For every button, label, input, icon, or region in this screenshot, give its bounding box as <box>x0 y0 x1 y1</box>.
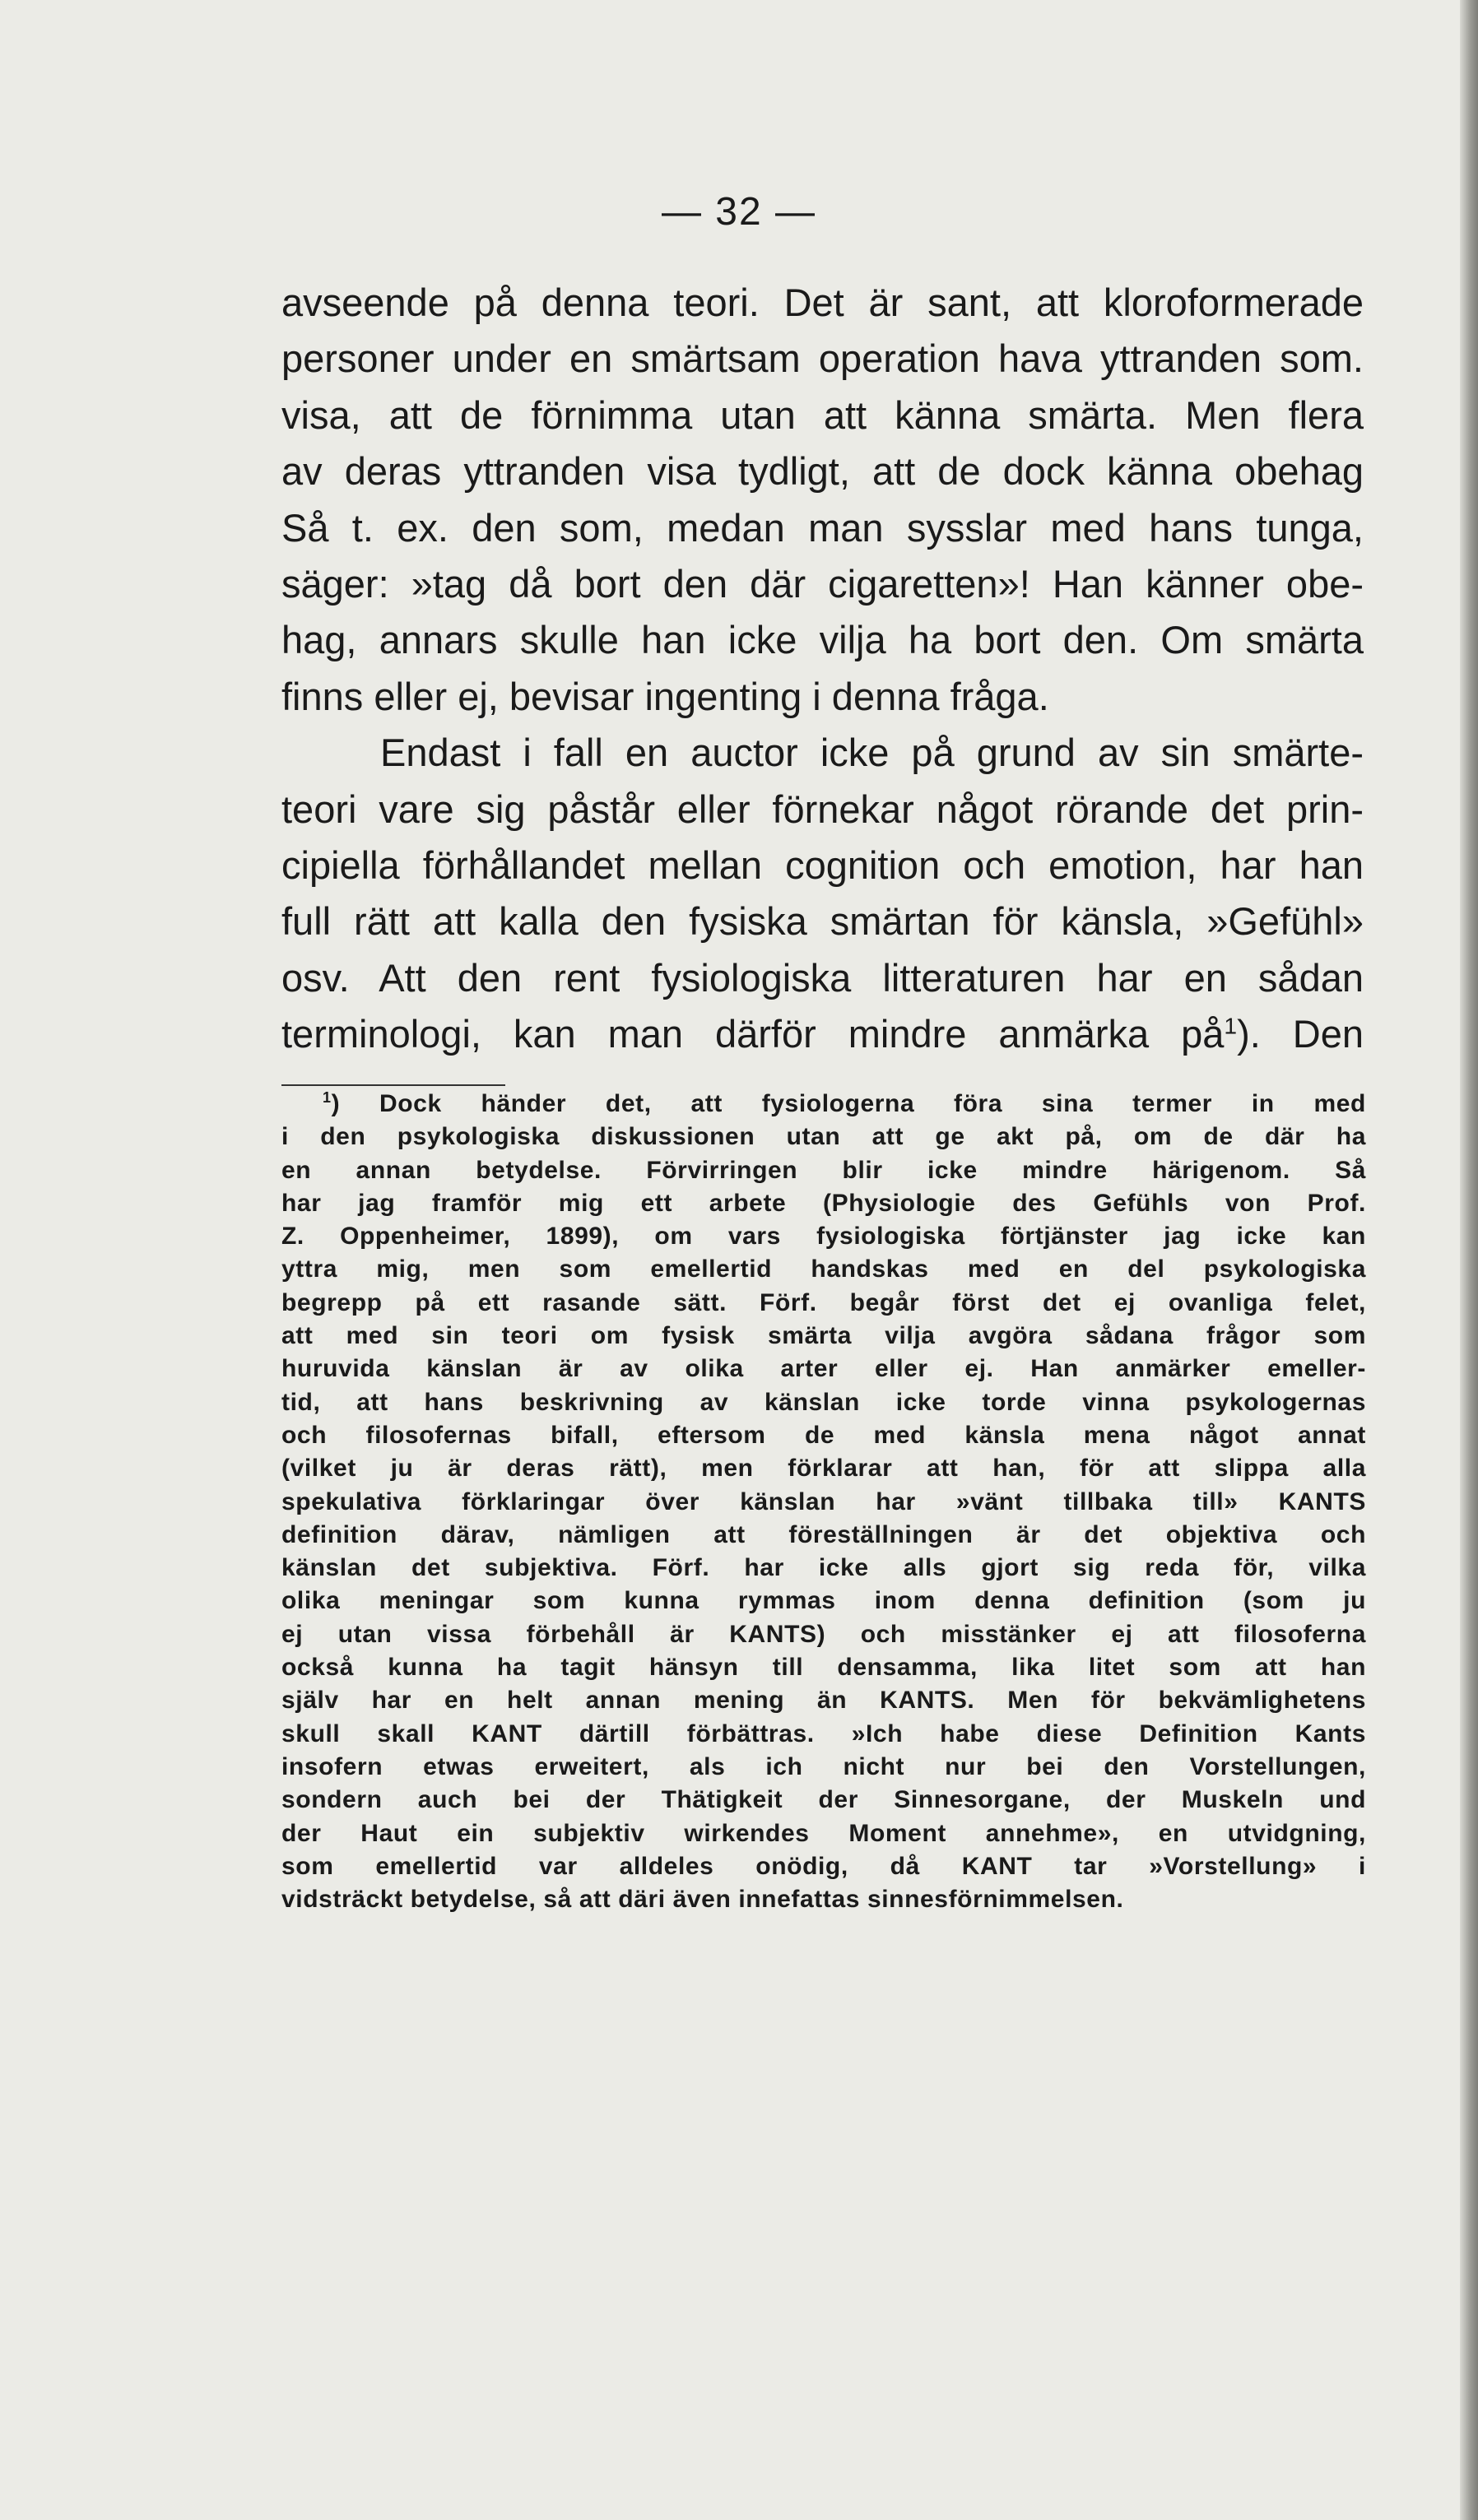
footnote-line: och filosofernas bifall, eftersom de med känsla mena något annat <box>281 1421 1366 1449</box>
footnote-line: som emellertid var alldeles onödig, då KANT tar »Vorstellung» i <box>281 1852 1366 1880</box>
footnote-marker: 1 <box>323 1089 332 1106</box>
text-line: Så t. ex. den som, medan man sysslar med hans tunga, <box>281 505 1364 550</box>
text-line: hag, annars skulle han icke vilja ha bort den. Om smärta <box>281 618 1364 662</box>
footnote-line: känslan det subjektiva. Förf. har icke alls gjort sig reda för, vilka <box>281 1554 1366 1582</box>
text-line: Endast i fall en auctor icke på grund av sin smärte- <box>380 731 1364 775</box>
footnote-line: att med sin teori om fysisk smärta vilja avgöra sådana frågor som <box>281 1322 1366 1350</box>
text-line: full rätt att kalla den fysiska smärtan för känsla, »Gefühl» <box>281 899 1364 944</box>
text-line: teori vare sig påstår eller förnekar något rörande det prin- <box>281 787 1364 831</box>
page-number: — 32 — <box>661 190 817 234</box>
text-line: personer under en smärtsam operation hava yttranden som. <box>281 336 1364 381</box>
footnote-line: skull skall KANT därtill förbättras. »Ich habe diese Definition Kants <box>281 1719 1366 1747</box>
footnote-line: begrepp på ett rasande sätt. Förf. begår först det ej ovanliga felet, <box>281 1288 1366 1316</box>
footnote-divider <box>281 1084 505 1086</box>
text-line: osv. Att den rent fysiologiska litteraturen har en sådan <box>281 955 1364 1000</box>
footnote-line: en annan betydelse. Förvirringen blir icke mindre härigenom. Så <box>281 1156 1366 1184</box>
footnote-line: spekulativa förklaringar över känslan har »vänt tillbaka till» KANTS <box>281 1487 1366 1515</box>
footnote-line <box>281 1088 1366 1121</box>
text-line <box>281 1006 1364 1062</box>
text-line: visa, att de förnimma utan att känna smärta. Men flera <box>281 392 1364 437</box>
text-line: cipiella förhållandet mellan cognition och emotion, har han <box>281 842 1364 887</box>
footnote-line: har jag framför mig ett arbete (Physiologie des Gefühls von Prof. <box>281 1189 1366 1217</box>
text-line: avseende på denna teori. Det är sant, att kloroformerade <box>281 281 1364 324</box>
page-edge <box>1460 0 1478 2520</box>
footnote-line: (vilket ju är deras rätt), men förklarar att han, för att slippa alla <box>281 1455 1366 1483</box>
footnote-ref: 1 <box>1224 1012 1238 1039</box>
footnote-line: också kunna ha tagit hänsyn till densamma, lika litet som att han <box>281 1654 1366 1682</box>
footnote <box>281 1088 1366 1916</box>
footnote-line-text: ) Dock händer det, att fysiologerna föra sina termer in med <box>331 1090 1366 1117</box>
footnote-line: i den psykologiska diskussionen utan att ge akt på, om de där ha <box>281 1123 1366 1151</box>
text-line: finns eller ej, bevisar ingenting i denna fråga. <box>281 674 1049 718</box>
footnote-line: tid, att hans beskrivning av känslan icke torde vinna psykologernas <box>281 1388 1366 1416</box>
text-line-part: ). Den <box>1237 1012 1364 1056</box>
footnote-line: själv har en helt annan mening än KANTS. Men för bekvämlighetens <box>281 1687 1366 1715</box>
footnote-line: Z. Oppenheimer, 1899), om vars fysiologiska förtjänster jag icke kan <box>281 1223 1366 1251</box>
footnote-line: ej utan vissa förbehåll är KANTS) och misstänker ej att filosoferna <box>281 1620 1366 1648</box>
text-line: av deras yttranden visa tydligt, att de dock känna obehag <box>281 449 1364 494</box>
footnote-line: definition därav, nämligen att föreställningen är det objektiva och <box>281 1520 1366 1548</box>
footnote-line: yttra mig, men som emellertid handskas med en del psykologiska <box>281 1255 1366 1283</box>
footnote-line: sondern auch bei der Thätigkeit der Sinnesorgane, der Muskeln und <box>281 1786 1366 1814</box>
footnote-line: huruvida känslan är av olika arter eller ej. Han anmärker emeller- <box>281 1355 1366 1383</box>
body-text <box>281 275 1364 1062</box>
text-line: säger: »tag då bort den där cigaretten»! Han känner obe- <box>281 561 1364 606</box>
footnote-line: olika meningar som kunna rymmas inom denna definition (som ju <box>281 1587 1366 1615</box>
footnote-line: der Haut ein subjektiv wirkendes Moment annehme», en utvidgning, <box>281 1819 1366 1847</box>
footnote-line: vidsträckt betydelse, så att däri även innefattas sinnesförnimmelsen. <box>281 1886 1124 1914</box>
footnote-line: insofern etwas erweitert, als ich nicht nur bei den Vorstellungen, <box>281 1752 1366 1780</box>
text-line-part: terminologi, kan man därför mindre anmärka på <box>281 1012 1225 1056</box>
